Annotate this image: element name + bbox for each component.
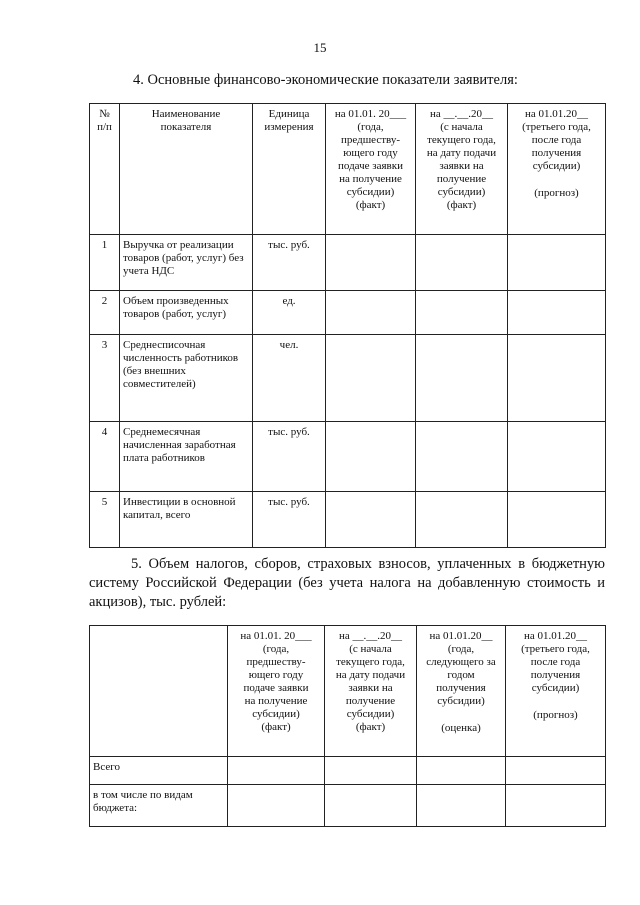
header-fact-prev-year: на 01.01. 20___ (года, предшеству- ющего году подаче заявки на получение субсидии) (факт): [228, 626, 325, 757]
header-fact-prev-year: на 01.01. 20___ (года, предшеству- ющего году подаче заявки на получение субсидии) (факт): [326, 104, 416, 235]
page-number: 15: [313, 40, 327, 55]
header-fact-current-year: на __.__.20__ (с начала текущего года, на дату подачи заявки на получение субсидии) (факт): [416, 104, 508, 235]
table-row: 1 Выручка от реализации товаров (работ, услуг) без учета НДС тыс. руб.: [90, 235, 606, 291]
table-header-row: [90, 104, 606, 235]
table-row: Всего: [90, 757, 606, 785]
section-4-title: 4. Основные финансово-экономические показатели заявителя:: [133, 72, 518, 88]
table-row: 3 Среднесписочная численность работников (без внешних совместителей) чел.: [90, 335, 606, 422]
header-estimate: на 01.01.20__ (года, следующего за годом получения субсидии) (оценка): [417, 626, 506, 757]
table-header-row: [90, 626, 606, 757]
table-row: 4 Среднемесячная начисленная заработная плата работников тыс. руб.: [90, 422, 606, 492]
taxes-table: [89, 625, 606, 827]
header-name: Наименование показателя: [120, 104, 253, 235]
table-row: в том числе по видам бюджета:: [90, 785, 606, 827]
header-empty: [90, 626, 228, 757]
header-forecast: на 01.01.20__ (третьего года, после года получения субсидии) (прогноз): [506, 626, 606, 757]
header-num: № п/п: [90, 104, 120, 235]
section-5-paragraph: 5. Объем налогов, сборов, страховых взносов, уплаченных в бюджетную систему Российской Федерации (без учета налога на добавленную стоимость и акцизов), тыс. рублей:: [89, 556, 605, 610]
header-fact-current-year: на __.__.20__ (с начала текущего года, на дату подачи заявки на получение субсидии) (факт): [325, 626, 417, 757]
header-forecast: на 01.01.20__ (третьего года, после года получения субсидии) (прогноз): [508, 104, 606, 235]
table-row: 5 Инвестиции в основной капитал, всего тыс. руб.: [90, 492, 606, 548]
header-unit: Единица измерения: [253, 104, 326, 235]
table-row: 2 Объем произведенных товаров (работ, услуг) ед.: [90, 291, 606, 335]
financial-indicators-table: [89, 103, 606, 548]
